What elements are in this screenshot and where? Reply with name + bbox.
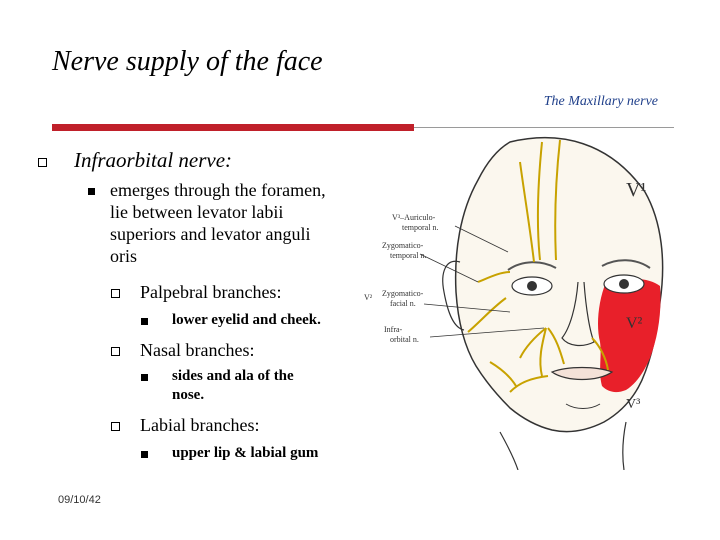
label-zygomaticotemporal: Zygomatico- [382,241,424,250]
hollow-square-bullet-icon [111,422,120,431]
main-point-line: superiors and levator anguli [110,224,311,244]
label-infraorbital: Infra- [384,325,403,334]
label-zygomaticotemporal-2: temporal n. [390,251,427,260]
region-label-v1: V¹ [626,179,647,201]
main-point-line: oris [110,246,137,266]
branch-nasal-detail-line: nose. [172,387,205,403]
branch-nasal-detail [172,367,347,405]
branch-palpebral: Palpebral branches: [140,282,282,302]
branch-labial-detail: upper lip & labial gum [172,445,319,461]
label-auriculotemporal-2: temporal n. [402,223,439,232]
label-zygomaticofacial: Zygomatico- [382,289,424,298]
solid-square-bullet-icon [141,374,148,381]
hollow-square-bullet-icon [38,158,47,167]
main-point [110,179,360,267]
main-point-line: emerges through the foramen, [110,180,326,200]
branch-nasal: Nasal branches: [140,340,255,360]
label-infraorbital-2: orbital n. [390,335,419,344]
label-v2: V² [364,293,373,302]
solid-square-bullet-icon [141,318,148,325]
branch-palpebral-detail: lower eyelid and cheek. [172,312,321,328]
face-nerve-figure [360,132,678,470]
heading-infraorbital-nerve: Infraorbital nerve: [74,148,233,172]
branch-labial: Labial branches: [140,415,260,435]
hollow-square-bullet-icon [111,347,120,356]
slide-subtitle: The Maxillary nerve [543,94,658,109]
solid-square-bullet-icon [141,451,148,458]
label-zygomaticofacial-2: facial n. [390,299,416,308]
title-underline-red [52,124,414,131]
region-label-v2: V² [626,315,643,332]
label-auriculotemporal: V³–Auriculo- [392,213,436,222]
branch-nasal-detail-line: sides and ala of the [172,368,294,384]
solid-square-bullet-icon [88,188,95,195]
title-underline-gray [414,127,674,128]
hollow-square-bullet-icon [111,289,120,298]
slide-date: 09/10/42 [58,494,101,506]
slide-title: Nerve supply of the face [52,46,323,77]
main-point-line: lie between levator labii [110,202,284,222]
region-label-v3: V³ [626,397,641,412]
